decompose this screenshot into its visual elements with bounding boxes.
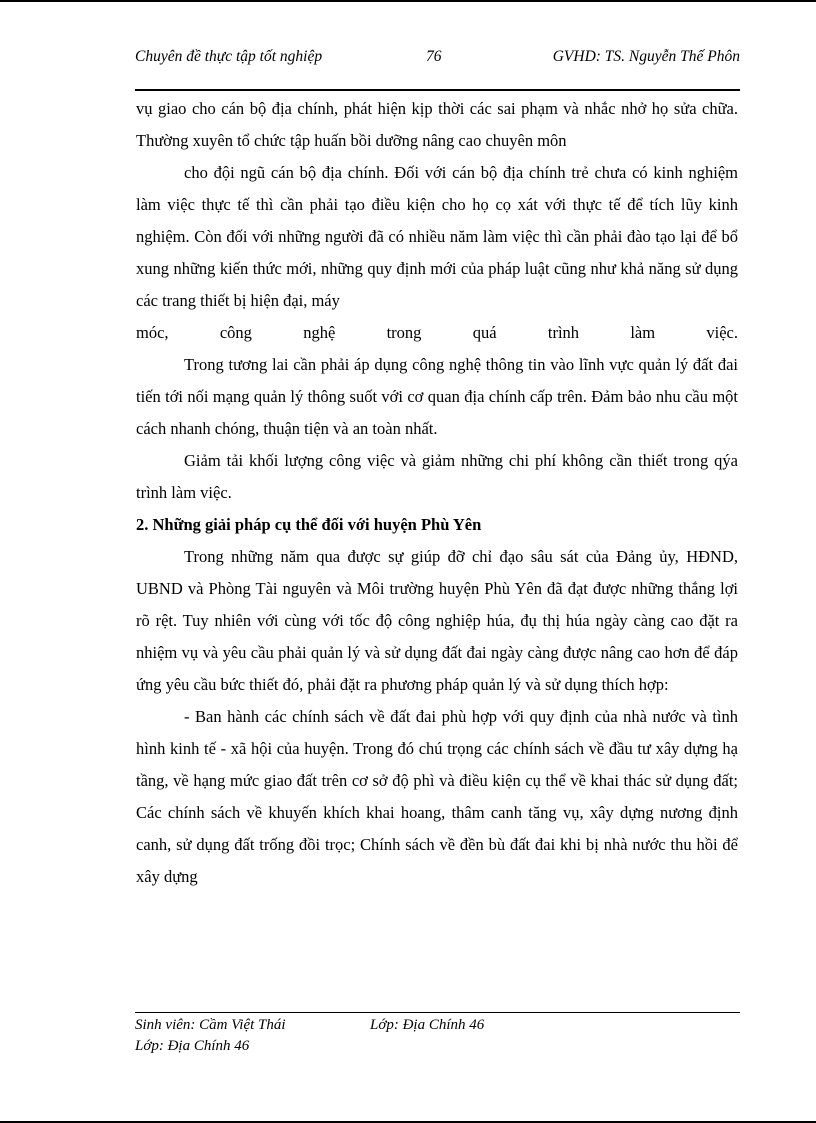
page-top-edge (0, 0, 816, 2)
paragraph-2-last-line (136, 317, 738, 349)
header-document-title: Chuyên đề thực tập tốt nghiệp (135, 48, 323, 65)
word: làm (630, 323, 656, 342)
footer-student-name: Sinh viên: Cầm Việt Thái (135, 1017, 286, 1033)
header-page-number: 76 (426, 48, 442, 65)
paragraph-4: Giảm tải khối lượng công việc và giảm những chi phí không cần thiết trong qýa trình làm việc. (136, 451, 738, 502)
word: móc, (136, 323, 169, 342)
word: nghệ (303, 323, 336, 342)
word: công (219, 323, 252, 342)
page-footer (135, 1015, 740, 1057)
paragraph-6: - Ban hành các chính sách về đất đai phù hợp với quy định của nhà nước và tình hình kinh tế - xã hội của huyện. Trong đó chú trọng các chính sách về đầu tư xây dựng hạ tầng, về hạng mức giao đất trên cơ sở độ phì và điều kiện cụ thể về khai thác sử dụng đất; Các chính sách về khuyến khích khai hoang, thâm canh tăng vụ, xây dựng nương định canh, sử dụng đất trống đồi trọc; Chính sách về đền bù đất đai khi bị nhà nước thu hồi để xây dựng (136, 707, 738, 886)
footer-class: Lớp: Địa Chính 46 (370, 1017, 485, 1033)
word: trong (386, 323, 422, 342)
section-heading: 2. Những giải pháp cụ thể đối với huyện Phù Yên (136, 515, 482, 534)
header-divider (135, 89, 740, 91)
paragraph-2: cho đội ngũ cán bộ địa chính. Đối với cán bộ địa chính trẻ chưa có kinh nghiệm làm việc thực tế thì cần phải tạo điều kiện cho họ cọ xát với thực tế để tích lũy kinh nghiệm. Còn đối với những người đã có nhiều năm làm việc thì cần phải đào tạo lại để bổ xung những kiến thức mới, những quy định mới của pháp luật cũng như khả năng sử dụng các trang thiết bị hiện đại, máy (136, 163, 738, 310)
header-supervisor: GVHD: TS. Nguyễn Thế Phôn (552, 48, 740, 65)
word: quá (472, 323, 497, 342)
footer-divider (135, 1012, 740, 1013)
paragraph-3: Trong tương lai cần phải áp dụng công nghệ thông tin vào lĩnh vực quản lý đất đai tiến tới nối mạng quản lý thông suốt với cơ quan địa chính cấp trên. Đảm bảo nhu cầu một cách nhanh chóng, thuận tiện và an toàn nhất. (136, 355, 738, 438)
paragraph-5: Trong những năm qua được sự giúp đỡ chỉ đạo sâu sát của Đảng ủy, HĐND, UBND và Phòng Tài nguyên và Môi trường huyện Phù Yên đã đạt được những thắng lợi rõ rệt. Tuy nhiên với cùng với tốc độ công nghiệp húa, đụ thị húa ngày càng cao đặt ra nhiệm vụ và yêu cầu phải quản lý và sử dụng đất đai ngày càng được nâng cao hơn để đáp ứng yêu cầu bức thiết đó, phải đặt ra phương pháp quản lý và sử dụng thích hợp: (136, 547, 738, 694)
paragraph-1: vụ giao cho cán bộ địa chính, phát hiện kịp thời các sai phạm và nhắc nhở họ sửa chữa. Thường xuyên tổ chức tập huấn bồi dưỡng nâng cao chuyên môn (136, 99, 738, 150)
body-text (136, 93, 738, 893)
word: trình (547, 323, 580, 342)
word: việc. (706, 323, 738, 342)
page-header (135, 48, 740, 70)
footer-class-repeat: Lớp: Địa Chính 46 (135, 1038, 250, 1054)
